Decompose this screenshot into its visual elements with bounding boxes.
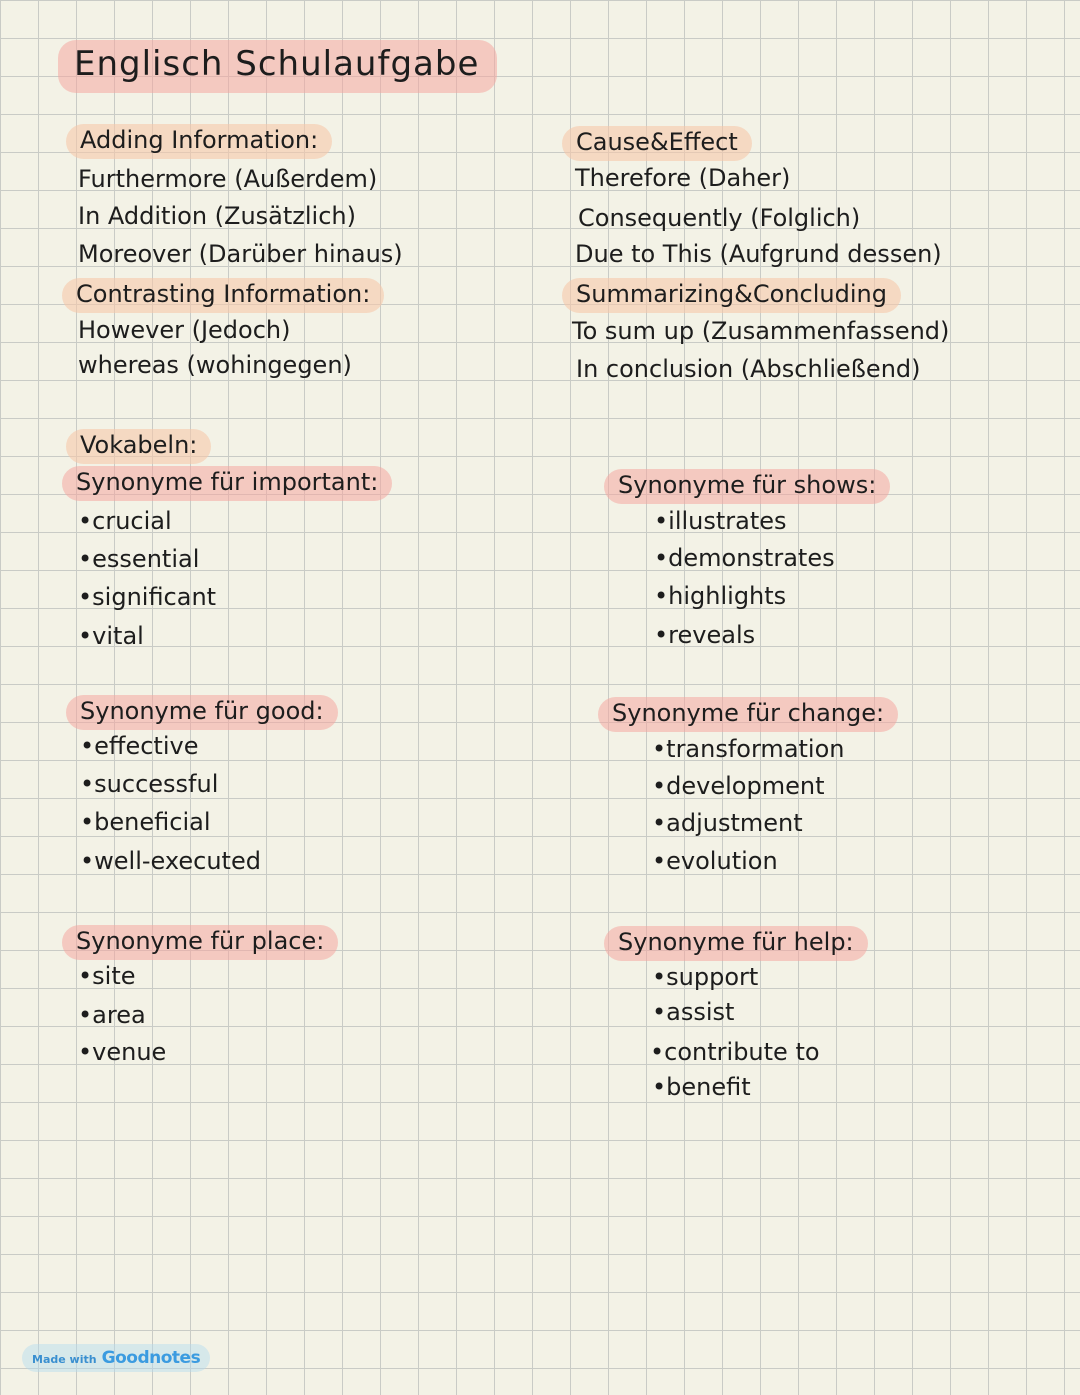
list-item: •crucial [78, 507, 172, 535]
list-item: •assist [652, 998, 735, 1026]
heading-synonyms-help: Synonyme für help: [604, 926, 868, 961]
list-item: •effective [80, 732, 199, 760]
list-item: •contribute to [650, 1038, 820, 1066]
list-item: •essential [78, 545, 200, 573]
list-item: •well-executed [80, 847, 261, 875]
list-item: •reveals [654, 621, 756, 649]
list-item: •development [652, 772, 825, 800]
list-item: To sum up (Zusammenfassend) [572, 317, 950, 345]
list-item: •area [78, 1001, 146, 1029]
heading-summarizing-concluding: Summarizing&Concluding [562, 278, 901, 313]
list-item: •benefit [652, 1073, 751, 1101]
heading-synonyms-shows: Synonyme für shows: [604, 469, 890, 504]
list-item: In Addition (Zusätzlich) [78, 202, 356, 230]
list-item: However (Jedoch) [78, 316, 291, 344]
list-item: •illustrates [654, 507, 787, 535]
page-title: Englisch Schulaufgabe [58, 40, 497, 93]
list-item: •support [652, 963, 759, 991]
made-with-label: Made with [32, 1353, 97, 1366]
heading-vokabeln: Vokabeln: [66, 429, 211, 464]
list-item: Consequently (Folglich) [578, 204, 861, 232]
heading-synonyms-important: Synonyme für important: [62, 466, 392, 501]
heading-adding-information: Adding Information: [66, 124, 332, 159]
list-item: •vital [78, 622, 144, 650]
list-item: •site [78, 962, 136, 990]
list-item: Moreover (Darüber hinaus) [78, 240, 403, 268]
list-item: whereas (wohingegen) [78, 351, 352, 379]
heading-synonyms-good: Synonyme für good: [66, 695, 338, 730]
list-item: •transformation [652, 735, 845, 763]
list-item: •beneficial [80, 808, 211, 836]
list-item: Furthermore (Außerdem) [78, 165, 378, 193]
heading-contrasting-information: Contrasting Information: [62, 278, 384, 313]
list-item: •significant [78, 583, 217, 611]
heading-synonyms-change: Synonyme für change: [598, 697, 898, 732]
heading-cause-effect: Cause&Effect [562, 126, 752, 161]
list-item: •highlights [654, 582, 787, 610]
heading-synonyms-place: Synonyme für place: [62, 925, 338, 960]
list-item: In conclusion (Abschließend) [576, 355, 921, 383]
goodnotes-logo: Goodnotes [101, 1348, 201, 1368]
list-item: •demonstrates [654, 544, 835, 572]
list-item: •adjustment [652, 809, 803, 837]
list-item: Due to This (Aufgrund dessen) [575, 240, 942, 268]
made-with-goodnotes-badge [22, 1344, 210, 1372]
list-item: Therefore (Daher) [575, 164, 791, 192]
list-item: •evolution [652, 847, 778, 875]
list-item: •successful [80, 770, 219, 798]
list-item: •venue [78, 1038, 167, 1066]
